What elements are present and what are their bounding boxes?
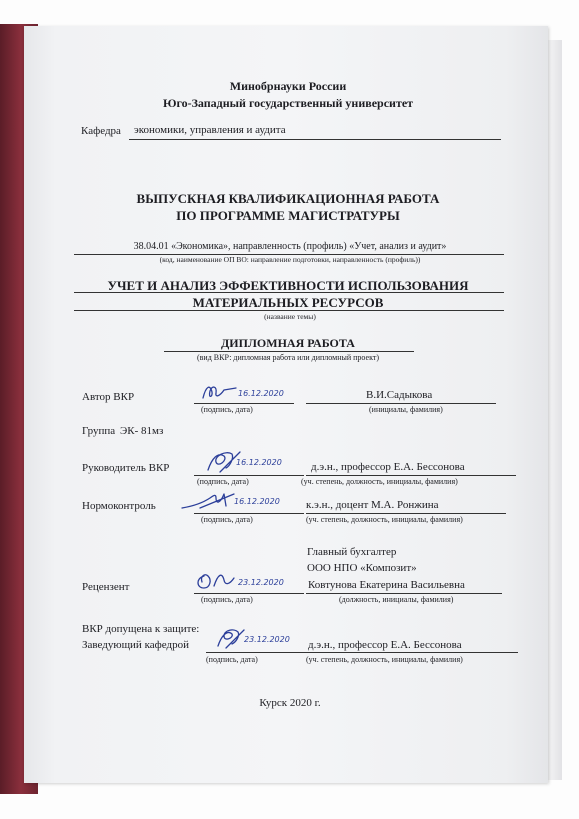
normcontrol-sign-line (194, 513, 304, 514)
normcontrol-signature (180, 490, 240, 512)
normcontrol-name-line (306, 513, 506, 514)
author-label: Автор ВКР (82, 391, 135, 403)
supervisor-sign-caption: (подпись, дата) (197, 477, 249, 486)
reviewer-signature (192, 568, 238, 594)
topic-caption: (название темы) (264, 312, 316, 321)
normcontrol-sign-caption: (подпись, дата) (201, 515, 253, 524)
normcontrol-label: Нормоконтроль (82, 500, 156, 512)
author-name-caption: (инициалы, фамилия) (369, 405, 443, 414)
author-name-line (306, 403, 496, 404)
normcontrol-sign-date: 16.12.2020 (234, 497, 280, 506)
reviewer-name: Ковтунова Екатерина Васильевна (308, 579, 465, 591)
supervisor-name-line (306, 475, 516, 476)
city-year: Курск 2020 г. (259, 697, 321, 709)
ministry-name: Минобрнауки России (229, 79, 347, 93)
topic-line2: МАТЕРИАЛЬНЫХ РЕСУРСОВ (192, 295, 384, 310)
group-value: ЭК- 81мз (120, 425, 164, 437)
normcontrol-name: к.э.н., доцент М.А. Ронжина (306, 499, 439, 511)
supervisor-sign-line (194, 475, 304, 476)
approval-sign-line (206, 652, 306, 653)
approval-line1: ВКР допущена к защите: (82, 623, 200, 635)
supervisor-name: д.э.н., профессор Е.А. Бессонова (311, 461, 465, 473)
author-name: В.И.Садыкова (366, 389, 433, 401)
direction-text: 38.04.01 «Экономика», направленность (профиль) «Учет, анализ и аудит» (133, 241, 447, 252)
work-title-line1: ВЫПУСКНАЯ КВАЛИФИКАЦИОННАЯ РАБОТА (136, 191, 440, 206)
approval-sign-date: 23.12.2020 (244, 635, 290, 644)
work-title-line2: ПО ПРОГРАММЕ МАГИСТРАТУРЫ (176, 208, 400, 223)
work-kind: ДИПЛОМНАЯ РАБОТА (221, 336, 355, 350)
topic-line1: УЧЕТ И АНАЛИЗ ЭФФЕКТИВНОСТИ ИСПОЛЬЗОВАНИЯ (107, 278, 469, 293)
approval-label: Заведующий кафедрой (82, 639, 189, 651)
topic-underline1 (74, 292, 504, 293)
work-kind-underline (164, 351, 414, 352)
reviewer-name-line (306, 593, 502, 594)
author-sign-caption: (подпись, дата) (201, 405, 253, 414)
direction-caption: (код, наименование ОП ВО: направление подготовки, направленность (профиль)) (159, 255, 421, 264)
work-kind-caption: (вид ВКР: дипломная работа или дипломный проект) (196, 353, 380, 362)
group-label: Группа (82, 425, 116, 437)
author-sign-date: 16.12.2020 (238, 389, 284, 398)
approval-name-caption: (уч. степень, должность, инициалы, фамилия) (306, 655, 463, 664)
approval-name: д.э.н., профессор Е.А. Бессонова (308, 639, 462, 651)
reviewer-sign-date: 23.12.2020 (238, 578, 284, 587)
university-name: Юго-Западный государственный университет (162, 96, 414, 110)
title-page (24, 26, 548, 783)
reviewer-sign-line (194, 593, 304, 594)
supervisor-name-caption: (уч. степень, должность, инициалы, фамилия) (301, 477, 458, 486)
reviewer-position-line2: ООО НПО «Композит» (307, 562, 417, 574)
reviewer-position-line1: Главный бухгалтер (307, 546, 397, 558)
reviewer-name-caption: (должность, инициалы, фамилия) (339, 595, 454, 604)
topic-underline2 (74, 310, 504, 311)
supervisor-sign-date: 16.12.2020 (236, 458, 282, 467)
department-label: Кафедра (81, 125, 121, 137)
approval-signature (212, 624, 246, 652)
author-signature (200, 382, 240, 404)
approval-sign-caption: (подпись, дата) (206, 655, 258, 664)
normcontrol-name-caption: (уч. степень, должность, инициалы, фамилия) (306, 515, 463, 524)
reviewer-sign-caption: (подпись, дата) (201, 595, 253, 604)
approval-name-line (306, 652, 518, 653)
department-value: экономики, управления и аудита (134, 124, 286, 136)
reviewer-label: Рецензент (82, 581, 130, 593)
supervisor-label: Руководитель ВКР (82, 462, 170, 474)
author-sign-line (194, 403, 294, 404)
department-underline (129, 139, 501, 140)
